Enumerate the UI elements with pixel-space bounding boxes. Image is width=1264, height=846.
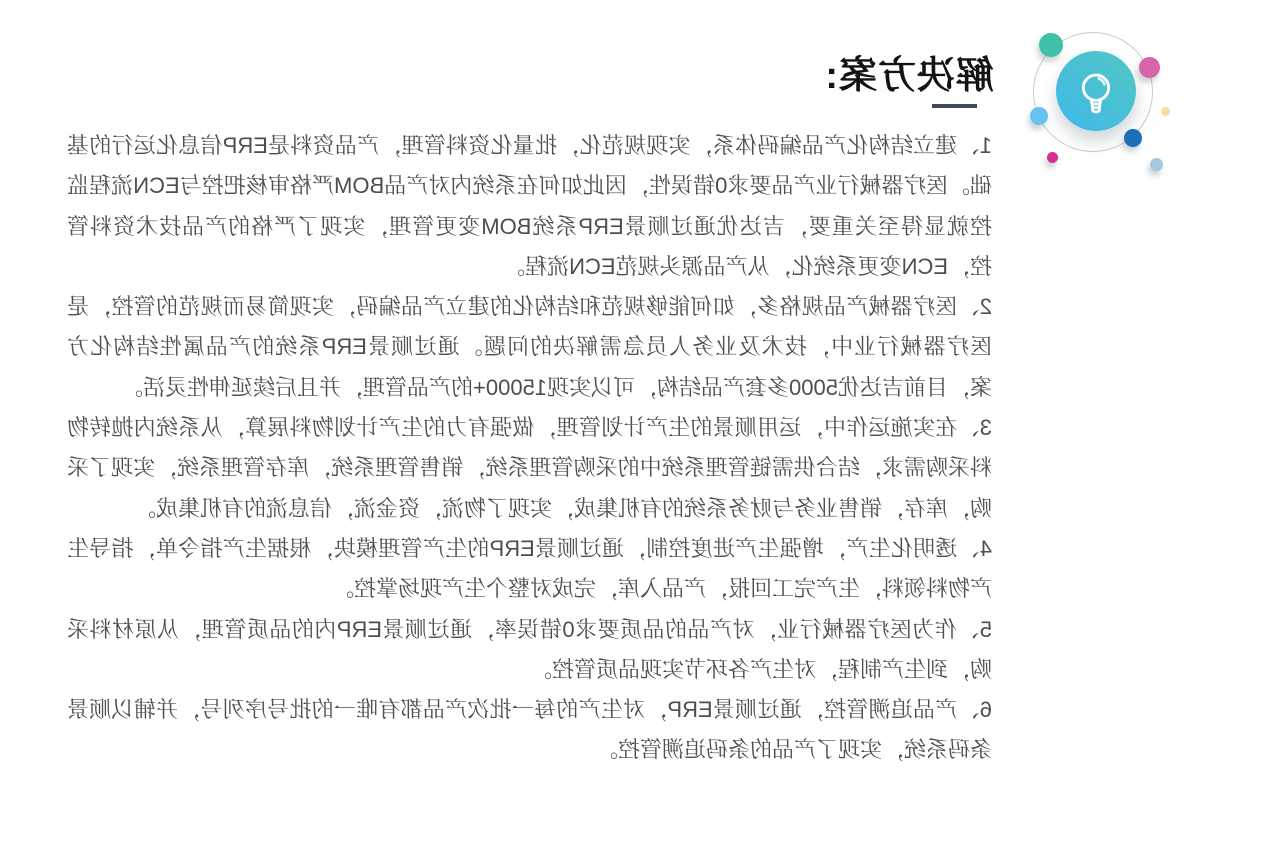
- solution-text-block: [67, 126, 992, 771]
- decor-dot-paleyellow: [1161, 107, 1170, 116]
- solution-paragraph-3: 3、在实施运作中，运用顺景的生产计划管理，做强有力的生产计划物料展算，从系统内抛转物料采购需求，结合供需链管理系统中的采购管理系统，销售管理系统，库存管理系统，实现了采购，库存，销售业务与财务系统的有机集成，实现了物流，资金流，信息流的有机集成。: [67, 415, 992, 521]
- solution-paragraph-6: 6、产品追溯管控，通过顺景ERP，对生产的每一批次产品都有唯一的批号序列号，并辅以顺景条码系统，实现了产品的条码追溯管控。: [67, 697, 992, 763]
- solution-paragraph-4: 4、透明化生产，增强生产进度控制，通过顺景ERP的生产管理模块，根据生产指令单，指导生产物料领料，生产完工回报，产品入库，完成对整个生产现场掌控。: [67, 535, 992, 602]
- decor-dot-teal: [1039, 33, 1063, 57]
- decor-dot-pink: [1139, 57, 1160, 78]
- solution-paragraph-1: 1、建立结构化产品编码体系，实现规范化，批量化资料管理，产品资料是ERP信息化运行的基础。医疗器械行业产品要求0错误性，因此如何在系统内对产品BOM严格审核把控与ECN流程监控就显得至关重要，吉达优通过顺景ERP系统BOM变更管理，实现了严格的产品技术资料管控，ECN变更系统化，从产品源头规范ECN流程。: [67, 133, 992, 279]
- decor-dot-darkblue: [1124, 129, 1142, 147]
- lightbulb-icon: [1056, 51, 1136, 131]
- title-underline: [932, 104, 977, 108]
- page-title: 解决方案:: [824, 55, 994, 97]
- lightbulb-icon-group: [1014, 5, 1194, 190]
- decor-dot-steelblue: [1150, 158, 1163, 171]
- decor-dot-lightblue: [1030, 107, 1048, 125]
- solution-paragraph-5: 5、作为医疗器械行业，对产品的品质要求0错误率，通过顺景ERP内的品质管理，从原材料采购，到生产制程，对生产各环节实现品质管控。: [67, 616, 992, 682]
- solution-paragraph-2: 2、医疗器械产品规格多，如何能够规范和结构化的建立产品编码，实现简易而规范的管控，是医疗器械行业中，技术及业务人员急需解决的问题。通过顺景ERP系统的产品属性结构化方案，目前吉达优5000多套产品结构，可以实现15000+的产品管理，并且后续延伸性灵活。: [67, 294, 992, 400]
- lightbulb-glyph: [1073, 68, 1119, 114]
- decor-dot-magenta: [1047, 152, 1058, 163]
